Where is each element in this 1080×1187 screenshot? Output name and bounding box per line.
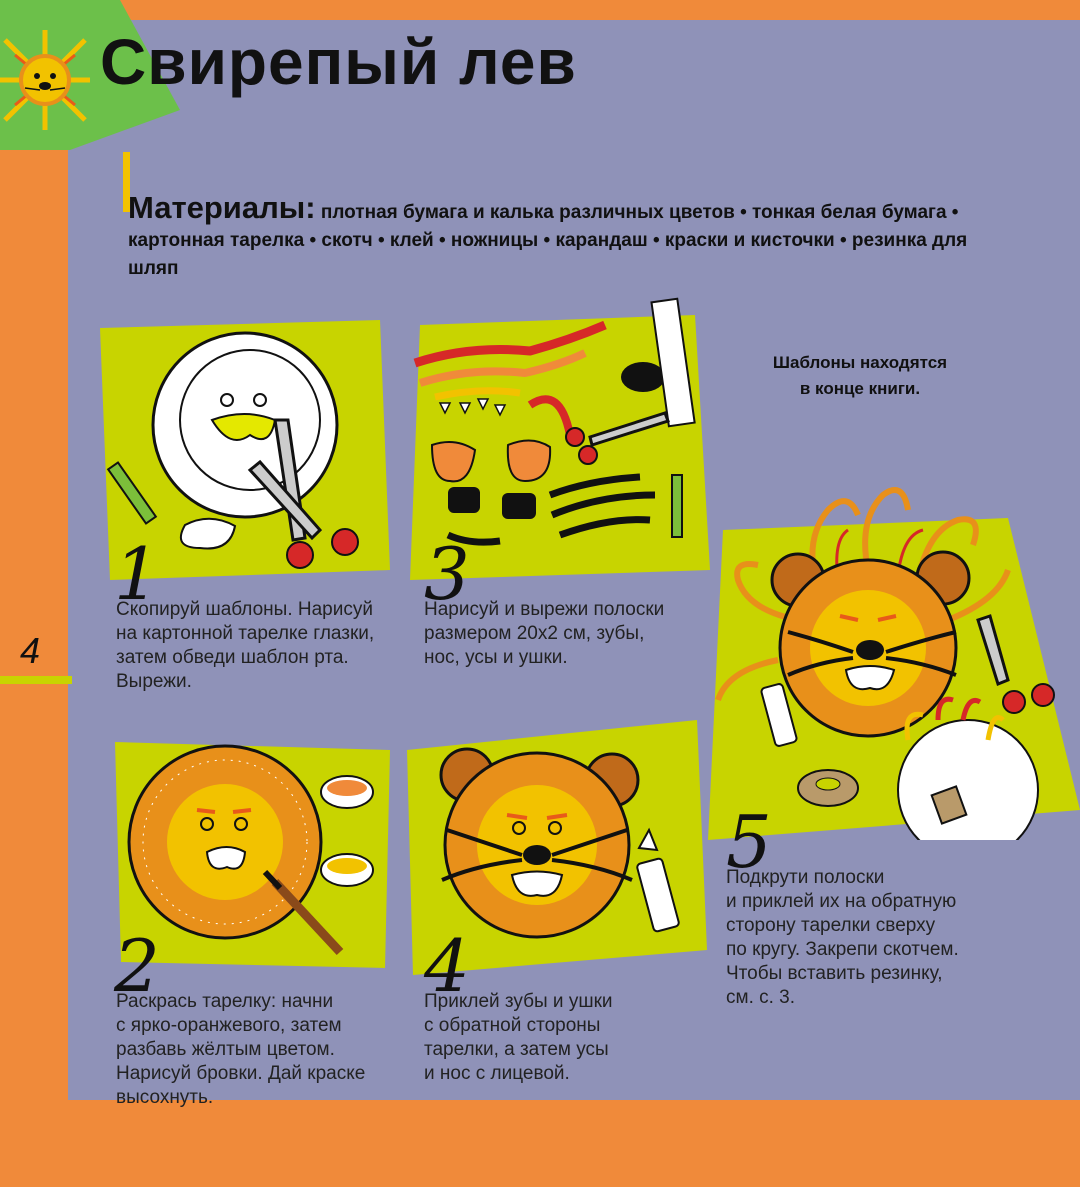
materials-list [128,190,968,283]
bottom-orange-strip [0,1100,1080,1187]
templates-note [740,350,980,402]
templates-note-line: в конце книги. [799,379,921,398]
step-4-text [424,990,714,1086]
step-1-number: 1 [114,532,160,616]
step-5-number: 5 [726,800,772,884]
step-5-illustration [708,470,1080,840]
step-text-line: разбавь жёлтым цветом. [116,1039,335,1060]
step-text-line: тарелки, а затем усы [424,1039,609,1060]
page-title: Свирепый лев [100,26,577,98]
step-text-line: Вырежи. [116,671,192,692]
step-text-line: Раскрась тарелку: начни [116,991,334,1012]
step-text-line: и нос с лицевой. [424,1063,570,1084]
step-3-text [424,598,714,670]
step-5-text [726,866,1026,1010]
step-text-line: сторону тарелки сверху [726,915,936,936]
step-2-text [116,990,416,1110]
step-text-line: Чтобы вставить резинку, [726,963,943,984]
page-number-underline [0,676,72,684]
materials-text: плотная бумага и калька различных цветов • тонкая белая бумага • картонная тарелка • скотч • клей • ножницы • карандаш • краски и кисточки • резинка для шляп [128,202,968,279]
step-text-line: и приклей их на обратную [726,891,957,912]
step-3-number: 3 [424,532,470,616]
step-text-line: с обратной стороны [424,1015,601,1036]
step-text-line: Подкрути полоски [726,867,885,888]
step-1-text [116,598,416,694]
step-text-line: затем обведи шаблон рта. [116,647,349,668]
step-text-line: нос, усы и ушки. [424,647,568,668]
step-text-line: с ярко-оранжевого, затем [116,1015,342,1036]
step-2-number: 2 [114,924,160,1008]
step-text-line: Нарисуй бровки. Дай краске [116,1063,366,1084]
step-text-line: Нарисуй и вырежи полоски [424,599,665,620]
step-text-line: Приклей зубы и ушки [424,991,613,1012]
step-text-line: размером 20х2 см, зубы, [424,623,645,644]
step-text-line: Скопируй шаблоны. Нарисуй [116,599,373,620]
step-text-line: на картонной тарелке глазки, [116,623,375,644]
templates-note-line: Шаблоны находятся [772,353,948,372]
step-text-line: см. с. 3. [726,987,796,1008]
step-text-line: по кругу. Закрепи скотчем. [726,939,959,960]
materials-label: Материалы: [128,190,316,225]
page-number: 4 [20,630,41,671]
step-text-line: высохнуть. [116,1087,214,1108]
step-4-number: 4 [424,924,470,1008]
